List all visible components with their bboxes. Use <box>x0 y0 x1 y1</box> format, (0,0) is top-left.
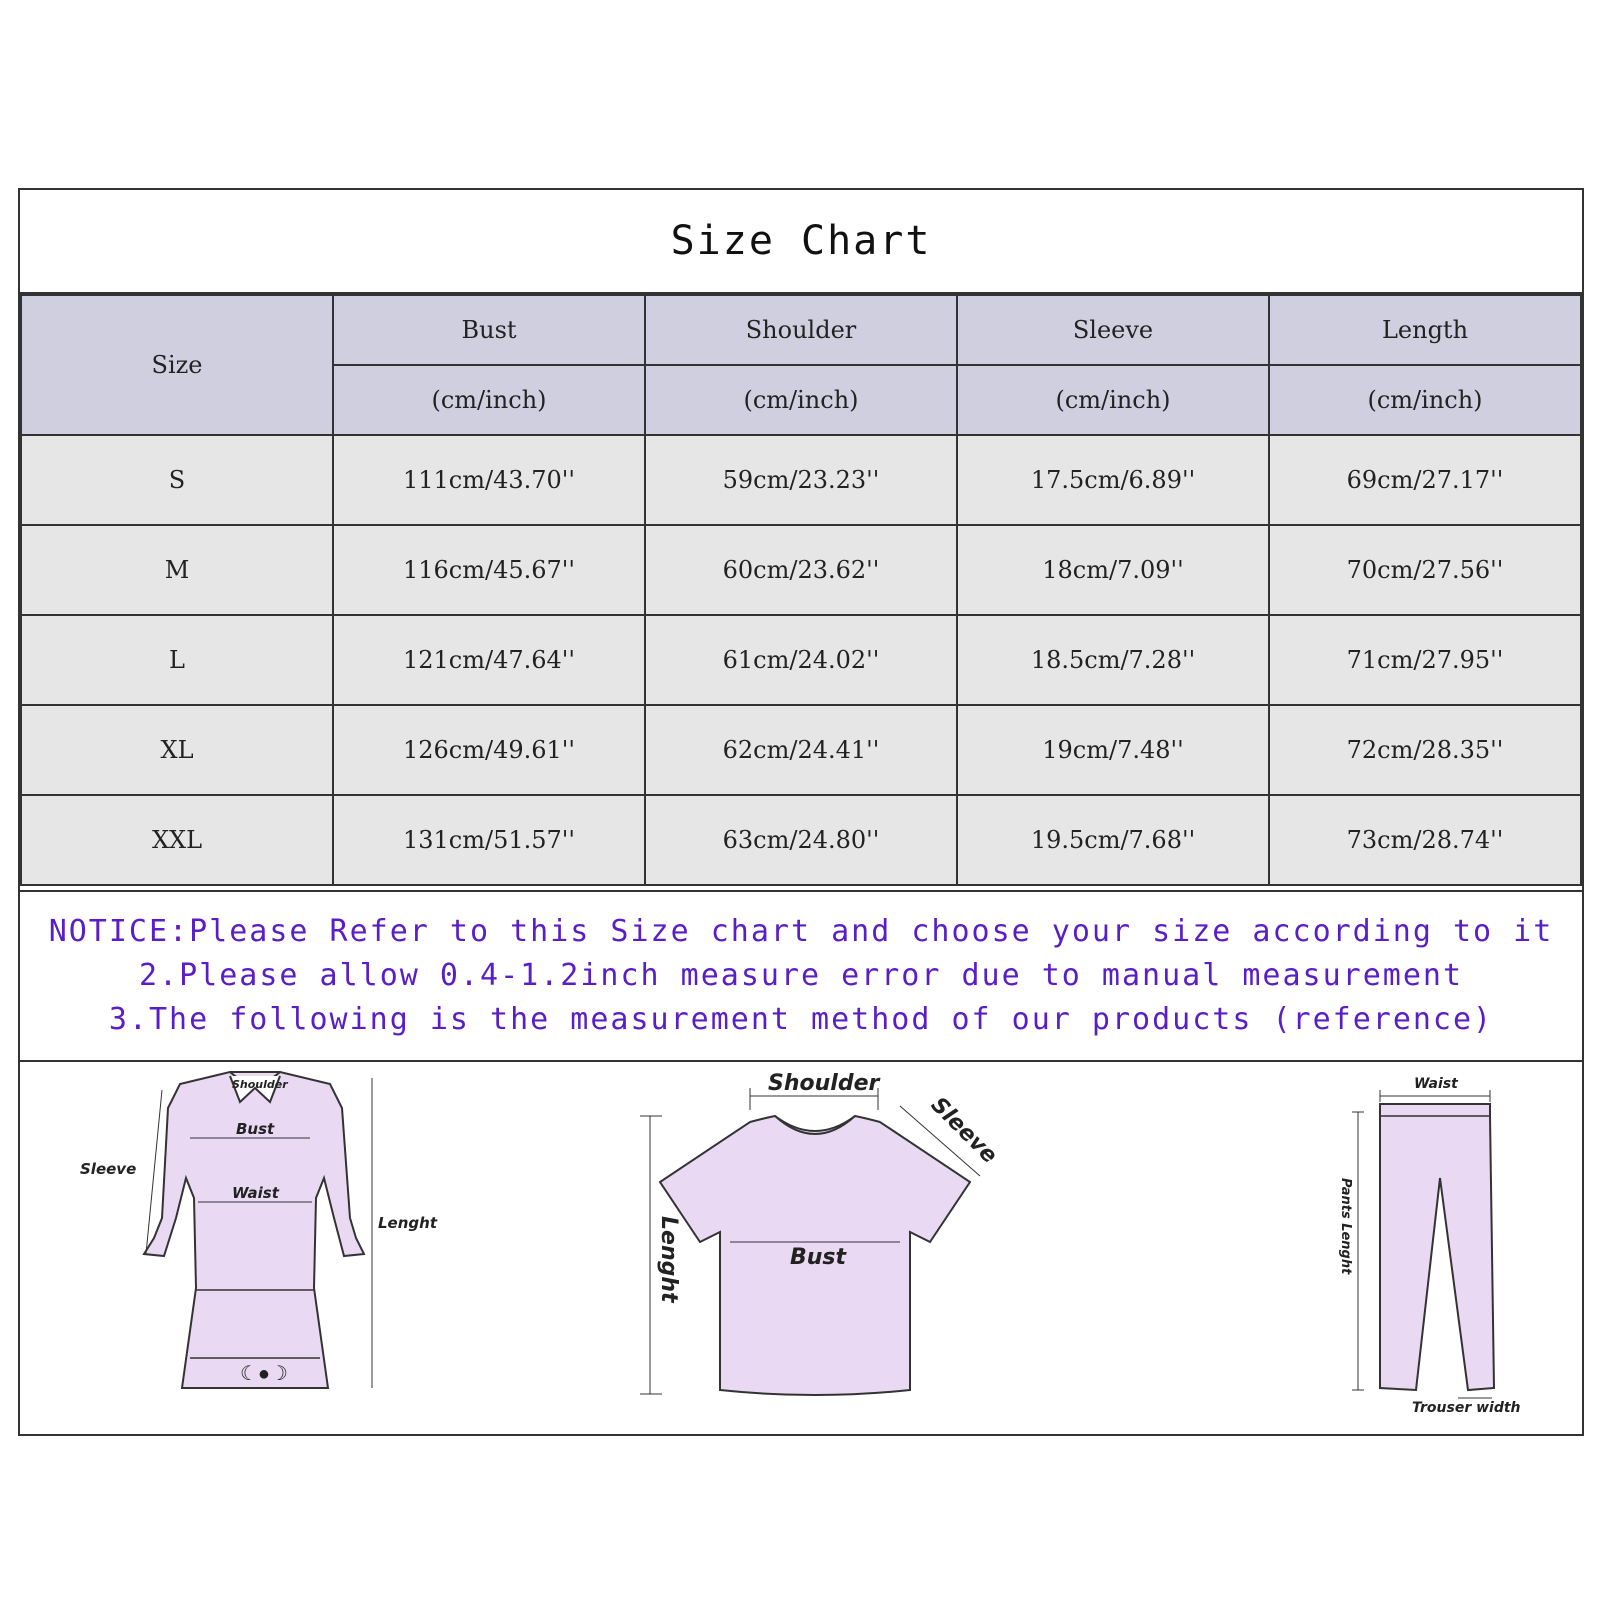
dress-shoulder-label: Shoulder <box>232 1078 288 1091</box>
pants-length-label: Pants Lenght <box>1338 1178 1353 1275</box>
measurement-figures <box>20 1062 1582 1434</box>
dress-length-label: Lenght <box>378 1214 437 1232</box>
page-title: Size Chart <box>20 190 1582 294</box>
table-cell: 131cm/51.57'' <box>333 795 645 885</box>
table-cell: 61cm/24.02'' <box>645 615 957 705</box>
table-cell: 70cm/27.56'' <box>1269 525 1581 615</box>
pants-width-label: Trouser width <box>1412 1400 1521 1416</box>
table-row <box>21 705 1581 795</box>
table-cell: 71cm/27.95'' <box>1269 615 1581 705</box>
table-cell: 59cm/23.23'' <box>645 435 957 525</box>
dress-sleeve-label: Sleeve <box>80 1160 137 1178</box>
size-cell: S <box>21 435 333 525</box>
pants-figure <box>1320 1068 1550 1418</box>
dress-waist-label: Waist <box>232 1184 279 1202</box>
table-row <box>21 435 1581 525</box>
size-header: Size <box>21 295 333 435</box>
tshirt-sleeve-label: Sleeve <box>925 1092 1002 1169</box>
table-cell: 18cm/7.09'' <box>957 525 1269 615</box>
table-cell: 60cm/23.62'' <box>645 525 957 615</box>
table-cell: 73cm/28.74'' <box>1269 795 1581 885</box>
table-cell: 19.5cm/7.68'' <box>957 795 1269 885</box>
header-row <box>21 295 1581 365</box>
size-cell: XXL <box>21 795 333 885</box>
table-cell: 72cm/28.35'' <box>1269 705 1581 795</box>
table-cell: 121cm/47.64'' <box>333 615 645 705</box>
table-cell: 19cm/7.48'' <box>957 705 1269 795</box>
table-cell: 62cm/24.41'' <box>645 705 957 795</box>
unit-label: (cm/inch) <box>957 365 1269 435</box>
column-header: Sleeve <box>957 295 1269 365</box>
size-cell: M <box>21 525 333 615</box>
table-cell: 63cm/24.80'' <box>645 795 957 885</box>
unit-label: (cm/inch) <box>1269 365 1581 435</box>
table-cell: 69cm/27.17'' <box>1269 435 1581 525</box>
tshirt-figure <box>600 1066 1060 1406</box>
size-cell: XL <box>21 705 333 795</box>
tshirt-shoulder-label: Shoulder <box>768 1071 880 1096</box>
notice-block <box>20 890 1582 1062</box>
tshirt-length-label: Lenght <box>656 1216 681 1303</box>
column-header: Bust <box>333 295 645 365</box>
notice-line: 2.Please allow 0.4-1.2inch measure error due to manual measurement <box>138 958 1464 993</box>
table-row <box>21 795 1581 885</box>
column-header: Shoulder <box>645 295 957 365</box>
table-cell: 17.5cm/6.89'' <box>957 435 1269 525</box>
size-chart-sheet <box>18 188 1584 1436</box>
column-header: Length <box>1269 295 1581 365</box>
unit-label: (cm/inch) <box>645 365 957 435</box>
pants-shape <box>1380 1104 1494 1390</box>
notice-line: 3.The following is the measurement method of our products (reference) <box>108 1002 1494 1037</box>
pants-waist-label: Waist <box>1414 1076 1458 1092</box>
dress-figure <box>80 1068 440 1408</box>
table-cell: 111cm/43.70'' <box>333 435 645 525</box>
size-table <box>20 294 1582 886</box>
tshirt-bust-label: Bust <box>790 1245 847 1270</box>
dress-bust-label: Bust <box>236 1120 275 1138</box>
table-cell: 18.5cm/7.28'' <box>957 615 1269 705</box>
svg-text:☾●☽: ☾●☽ <box>240 1363 288 1385</box>
table-cell: 126cm/49.61'' <box>333 705 645 795</box>
notice-line: NOTICE:Please Refer to this Size chart and choose your size according to it <box>48 914 1554 949</box>
size-cell: L <box>21 615 333 705</box>
table-row <box>21 615 1581 705</box>
table-row <box>21 525 1581 615</box>
table-cell: 116cm/45.67'' <box>333 525 645 615</box>
unit-label: (cm/inch) <box>333 365 645 435</box>
